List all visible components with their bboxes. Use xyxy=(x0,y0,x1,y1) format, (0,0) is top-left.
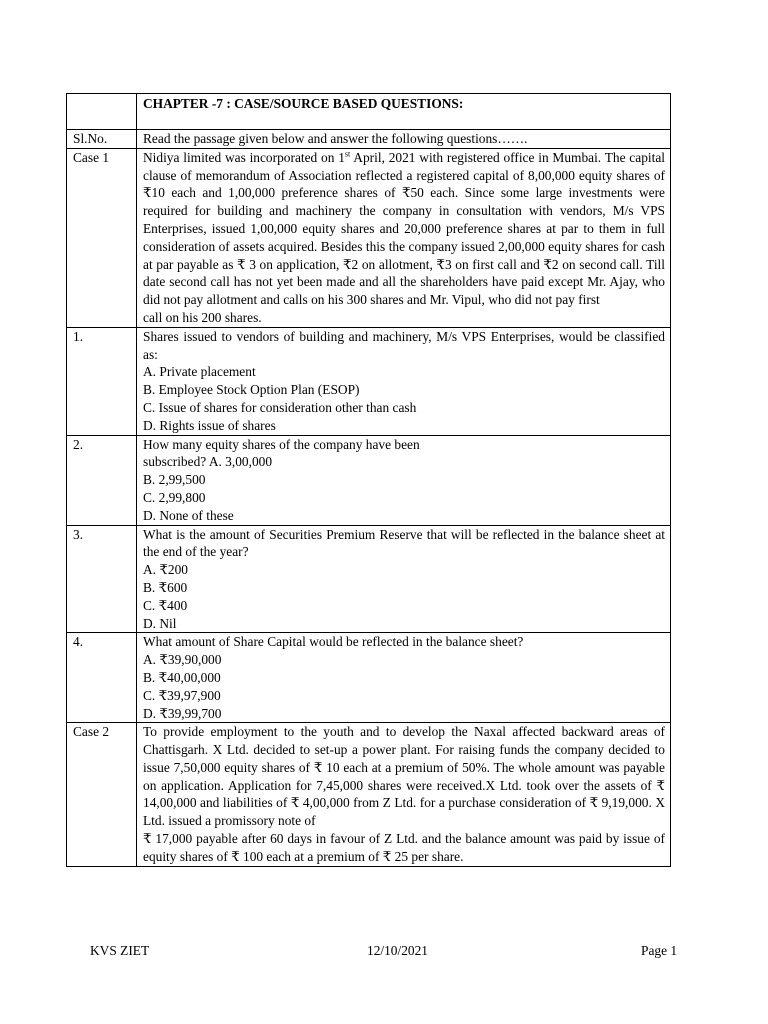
option-c: C. 2,99,800 xyxy=(143,489,206,505)
title-blank-cell xyxy=(67,94,137,130)
case1-paragraph-tail: call on his 200 shares. xyxy=(143,309,262,325)
question-cell xyxy=(137,327,671,435)
question-text-line-1: How many equity shares of the company have been xyxy=(143,436,420,452)
sl-no-header: Sl.No. xyxy=(67,130,137,149)
footer-organization: KVS ZIET xyxy=(90,943,150,958)
option-d: D. Nil xyxy=(143,615,177,631)
question-text: Shares issued to vendors of building and machinery, M/s VPS Enterprises, would be classified as: xyxy=(143,328,665,362)
option-b: B. Employee Stock Option Plan (ESOP) xyxy=(143,382,360,398)
case1-passage xyxy=(137,148,671,327)
question-cell xyxy=(137,525,671,633)
question-number: 4. xyxy=(67,633,137,723)
question-number: 1. xyxy=(67,327,137,435)
option-a: A. Private placement xyxy=(143,364,256,380)
option-d: D. None of these xyxy=(143,507,234,523)
case1-paragraph xyxy=(143,149,665,309)
case1-label: Case 1 xyxy=(67,148,137,327)
question-cell xyxy=(137,633,671,723)
question-row-4 xyxy=(67,633,671,723)
case2-paragraph: To provide employment to the youth and to develop the Naxal affected backward areas of Chattisgarh. X Ltd. decided to set-up a power plant. For raising funds the company decided to issue 7,50,000 equity shares of ₹ 10 each at a premium of 50%. The whole amount was payable on application. Application for 7,45,000 shares were received.X Ltd. took over the assets of ₹ 14,00,000 and liabilities of ₹ 4,00,000 from Z Ltd. for a purchase consideration of ₹ 9,19,000. X Ltd. issued a promissory note of xyxy=(143,724,665,829)
case2-passage xyxy=(137,723,671,866)
option-c: C. ₹39,97,900 xyxy=(143,687,221,703)
question-text-line-2: subscribed? A. 3,00,000 xyxy=(143,454,273,470)
footer-date: 12/10/2021 xyxy=(367,943,429,958)
option-c: C. ₹400 xyxy=(143,597,188,613)
question-row-2 xyxy=(67,435,671,525)
question-cell xyxy=(137,435,671,525)
option-b: B. ₹600 xyxy=(143,579,188,595)
option-b: B. ₹40,00,000 xyxy=(143,669,221,685)
question-number: 2. xyxy=(67,435,137,525)
case2-label: Case 2 xyxy=(67,723,137,866)
case1-row xyxy=(67,148,671,327)
option-d: D. Rights issue of shares xyxy=(143,417,276,433)
question-text: What is the amount of Securities Premium Reserve that will be reflected in the balance sheet at the end of the year? xyxy=(143,526,665,560)
question-row-3 xyxy=(67,525,671,633)
case1-text-rest: April, 2021 with registered office in Mumbai. The capital clause of memorandum of Association reflected a registered capital of 8,00,000 equity shares of ₹10 each and 1,00,000 preference shares of ₹50 each. Since some large investments were required for building and machinery the company in consultation with vendors, M/s VPS Enterprises, issued 1,00,000 equity shares and 20,000 preference shares at par to them in full consideration of assets acquired. Besides this the company issued 2,00,000 equity shares for cash at par payable as ₹ 3 on application, ₹2 on allotment, ₹3 on first call and ₹2 on second call. Till date second call has not yet been made and all the shareholders have paid except Mr. Ajay, who did not pay allotment and calls on his 300 shares and Mr. Vipul, who did not pay first xyxy=(143,149,665,308)
instruction-text: Read the passage given below and answer the following questions……. xyxy=(137,130,671,149)
title-row xyxy=(67,94,671,130)
case1-superscript: st xyxy=(344,149,351,159)
case2-row xyxy=(67,723,671,866)
question-number: 3. xyxy=(67,525,137,633)
footer-page-number: Page 1 xyxy=(641,943,678,958)
option-d: D. ₹39,99,700 xyxy=(143,705,222,721)
case1-text-start: Nidiya limited was incorporated on 1 xyxy=(143,149,345,165)
question-text: What amount of Share Capital would be reflected in the balance sheet? xyxy=(143,634,524,650)
option-c: C. Issue of shares for consideration other than cash xyxy=(143,399,417,415)
header-row xyxy=(67,130,671,149)
option-a: A. ₹39,90,000 xyxy=(143,652,222,668)
case2-paragraph-tail: ₹ 17,000 payable after 60 days in favour of Z Ltd. and the balance amount was paid by issue of equity shares of ₹ 100 each at a premium of ₹ 25 per share. xyxy=(143,831,665,864)
questions-table xyxy=(66,93,671,867)
option-a: A. ₹200 xyxy=(143,562,188,578)
question-row-1 xyxy=(67,327,671,435)
chapter-title: CHAPTER -7 : CASE/SOURCE BASED QUESTIONS: xyxy=(137,94,671,130)
option-b: B. 2,99,500 xyxy=(143,472,206,488)
